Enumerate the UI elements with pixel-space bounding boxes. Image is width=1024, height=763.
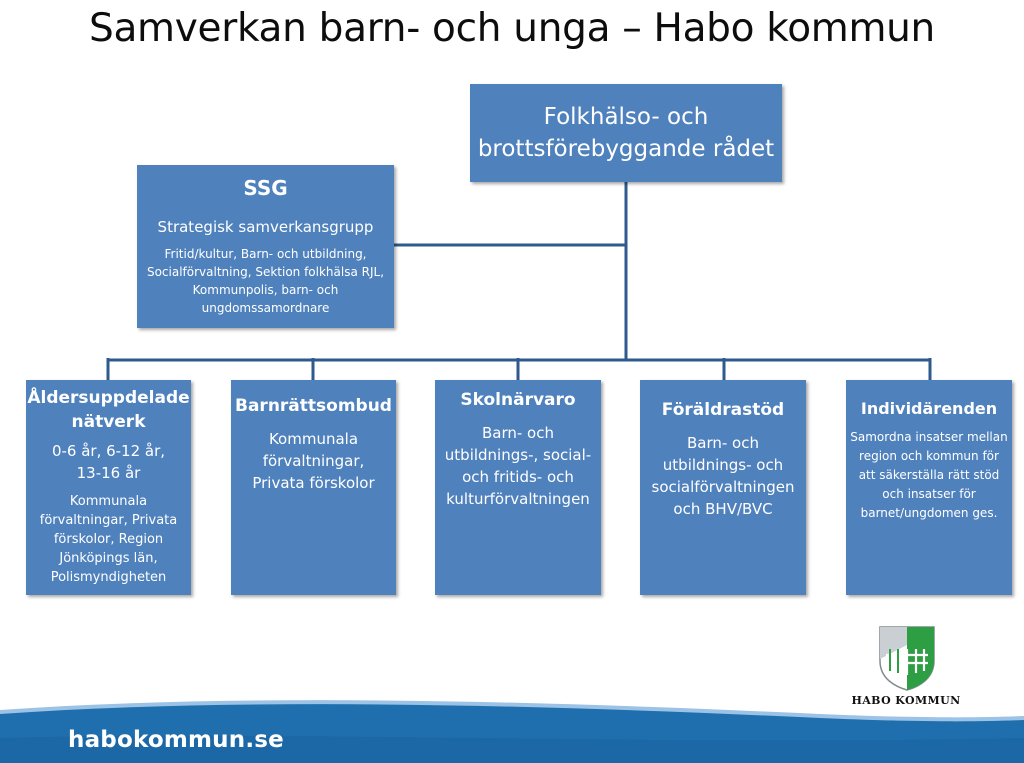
folkhalso-line2: brottsförebyggande rådet: [477, 136, 775, 162]
group-box-individarenden: [846, 380, 1012, 595]
group-line1: Barn- och utbildnings- och socialförvaltningen och BHV/BVC: [651, 434, 795, 518]
ssg-subtitle: Strategisk samverkansgrupp: [157, 218, 374, 236]
logo-text: HABO KOMMUN: [851, 694, 961, 707]
folkhalso-box: [470, 84, 782, 182]
group-box-skolnarvaro: [435, 380, 601, 595]
group-heading: Skolnärvaro: [460, 390, 576, 410]
group-heading: Barnrättsombud: [235, 396, 392, 416]
group-heading: Föräldrastöd: [661, 400, 785, 420]
ssg-details: Fritid/kultur, Barn- och utbildning, Socialförvaltning, Sektion folkhälsa RJL, Kommunpolis, barn- och ungdomssamordnare: [146, 247, 385, 315]
footer-url[interactable]: habokommun.se: [68, 727, 284, 753]
group-line2: Kommunala förvaltningar, Privata förskolor, Region Jönköpings län, Polismyndigheten: [39, 494, 178, 585]
folkhalso-line1: Folkhälso- och: [543, 104, 709, 130]
group-line1: Barn- och utbildnings-, social- och fritids- och kulturförvaltningen: [444, 424, 592, 508]
group-heading: Individärenden: [860, 399, 998, 418]
group-box-barnrattsombud: [231, 380, 396, 595]
group-box-foraldrastod: [640, 380, 806, 595]
group-line1: 0-6 år, 6-12 år, 13-16 år: [51, 442, 166, 482]
group-box-aldersuppdelade: [26, 380, 191, 595]
page-title: Samverkan barn- och unga – Habo kommun: [89, 6, 935, 51]
ssg-box: [137, 165, 394, 328]
group-heading: Åldersuppdelade nätverk: [27, 388, 190, 432]
ssg-heading: SSG: [243, 176, 288, 200]
group-line1: Samordna insatser mellan region och kommun för att säkerställa rätt stöd och insatser för barnet/ungdomen ges.: [850, 430, 1008, 520]
group-line1: Kommunala förvaltningar, Privata förskolor: [252, 430, 375, 492]
